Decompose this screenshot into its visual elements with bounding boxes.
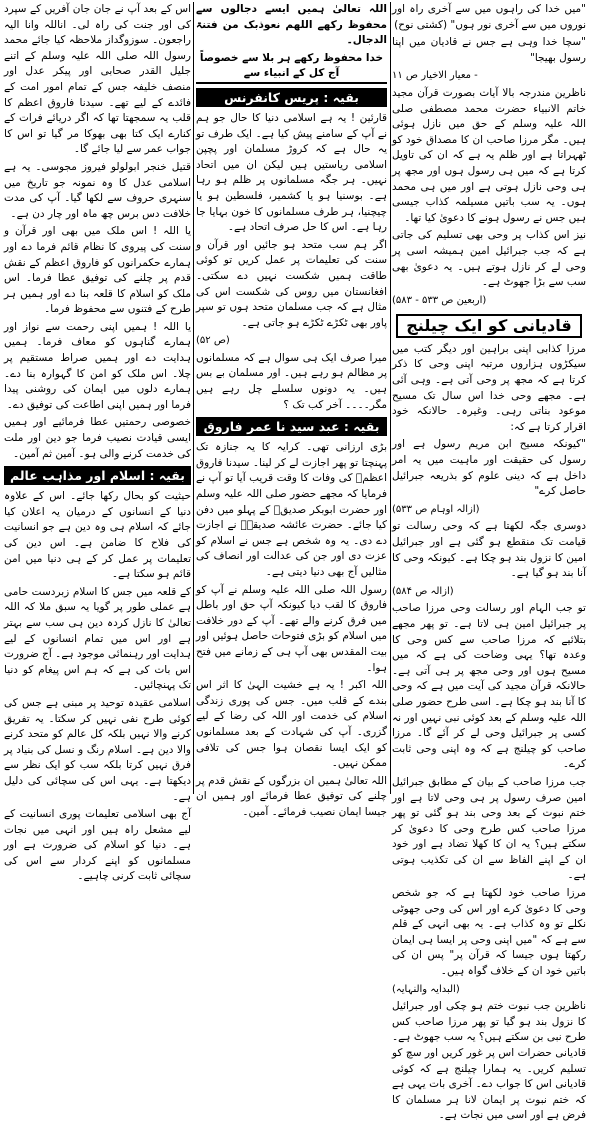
body-paragraph: مرزا کذابی اپنی براہین اور دیگر کتب میں سیکڑوں ہزاروں مرتبہ اپنی وحی کا ذکر کرتا ہے کہ مجھ پر وحی آتی ہے۔ وہی آئی ہے۔ مجھے وحی خدا اس سال تک مسیح موعود بناتی رہی۔ وغیرہ۔ حالانکہ خود اقرار کرتا ہے کہ: xyxy=(392,342,586,433)
section-bar: بقیہ : پریس کانفرنس xyxy=(196,88,387,107)
body-paragraph: رسول اللہ صلی اللہ علیہ وسلم نے آپ کو فاروق کا لقب دیا کیونکہ آپ حق اور باطل میں فرق کرنے والے تھے۔ آپ کے دور خلافت میں اسلام کو بڑی فتوحات حاصل ہوئیں اور بیت المقدس بھی آپ ہی کے زمانے میں فتح ہوا۔ xyxy=(196,583,387,674)
section-heading: قادیانی کو ایک چیلنج xyxy=(396,314,581,338)
reference: (البدایہ والنہایہ) xyxy=(392,983,460,995)
heading-wrapper xyxy=(392,310,586,342)
newspaper-page xyxy=(4,2,586,1122)
left-column xyxy=(4,2,191,883)
body-paragraph: حیثیت کو بحال رکھا جائے۔ اس کے علاوہ دنیا کے انسانوں کے درمیان یہ اعلان کیا جائے کہ اسلام ہی وہ دین ہے جو انسانیت کی فلاح کا ضامن ہے۔ اس دین کی تعلیمات پر عمل کر کے ہی دنیا میں امن قائم ہو سکتا ہے۔ xyxy=(4,490,191,581)
body-paragraph: اللہ تعالیٰ ہمیں ان بزرگوں کے نقش قدم پر چلنے کی توفیق عطا فرمائے اور ہمیں ان جیسا ایمان نصیب فرمائے۔ آمین۔ xyxy=(196,774,387,818)
body-paragraph: تو جب الہام اور رسالت وحی مرزا صاحب پر جبرائیل امین ہی لاتا ہے۔ تو پھر مجھے بتلائیے کہ مرزا صاحب سے کس وحی کا وعدہ تھا؟ یہی وضاحت کی ہے کہ میں مسیح ہوں اور وحی مجھ پر ہی آتی ہے۔ حالانکہ قرآن مجید کی آیت میں ہے کہ وحی کا آنا بند ہو چکا ہے۔ اسی طرح حضور صلی اللہ علیہ وسلم کے بعد کوئی نبی نہیں اور نہ کسی پر جبرائیل وحی لے کر آئے گا۔ مرزا صاحب کو چیلنج ہے کہ وہ اپنی وحی ثابت کرے۔ xyxy=(392,602,586,771)
section-bar: بقیہ : عبد سید نا عمر فاروق xyxy=(196,417,387,436)
body-paragraph: بڑی ارزانی تھی۔ کرایہ کا یہ جنازہ تک پہنچتا تو پھر اجازت لے کر لینا۔ سیدنا فاروق اعظمؓ کی وفات کا وقت قریب آیا تو آپ نے فرمایا کہ مجھے حضور صلی اللہ علیہ وسلم اور حضرت ابوبکر صدیقؓ کے پہلو میں دفن کیا جائے۔ حضرت عائشہ صدیقہؓ نے اجازت دے دی۔ یہ وہ شخص ہے جس نے اسلام کو عزت دی اور جن کی عدالت اور انصاف کی مثالیں آج بھی دنیا دیتی ہے۔ xyxy=(196,441,387,578)
body-paragraph: اللہ اکبر ! یہ ہے خشیت الہیٰ کا اثر اس بندے کے قلب میں۔ جس کی پوری زندگی اسلام کی خدمت اور اللہ کی رضا کے لیے گزری۔ آپ کی شہادت کے بعد مسلمانوں کو ایک ایسا نقصان ہوا جس کی تلافی ممکن نہیں۔ xyxy=(196,679,387,770)
body-paragraph: یا اللہ ! ہمیں اپنی رحمت سے نواز اور ہمارے گناہوں کو معاف فرما۔ ہمیں ہدایت دے اور ہمیں صراط مستقیم پر چلا۔ اس ملک کو امن کا گہوارہ بنا دے۔ ہمارے دلوں میں ایمان کی روشنی پیدا فرما اور ہمیں اپنی اطاعت کی توفیق دے۔ xyxy=(4,320,191,411)
body-paragraph: ناظرین مندرجہ بالا آیات بصورت قرآن مجید خاتم الانبیاء حضرت محمد مصطفی صلی اللہ علیہ وسلم کے حق میں نازل ہوئی ہیں۔ مگر مرزا صاحب ان کا مصداق خود کو ٹھہراتا ہے اور ظلم یہ ہے کہ ان کی تاویل کرتا ہے کہ میں ہی رسول ہوں اور مجھ پر ہی وحی نازل ہوتی ہے اور میں ہی محمد ہوں۔ یہ سب باتیں مسیلمہ کذاب جیسی ہیں جس نے رسول ہونے کا دعویٰ کیا تھا۔ xyxy=(392,86,586,224)
quote-paragraph: "سچا خدا وہی ہے جس نے قادیان میں اپنا رسول بھیجا" xyxy=(392,36,586,64)
body-paragraph: جب مرزا صاحب کے بیان کے مطابق جبرائیل امین صرف رسول پر ہی وحی لاتا ہے اور ختم نبوت کے بعد وحی بند ہو گئی تو پھر مرزا صاحب کس طرح وحی کا دعویٰ کر سکتے ہیں؟ یہ ان کا کھلا تضاد ہے اور خود ان کے اپنے الفاظ سے ان کی تکذیب ہوتی ہے۔ xyxy=(392,775,586,882)
reference: (ص ۵۲) xyxy=(196,335,230,347)
body-paragraph: اسلامی عقیدہ توحید پر مبنی ہے جس کی کوئی طرح نفی نہیں کر سکتا۔ یہ تفریق کرنے والا نہیں بلکہ کل عالم کو متحد کرنے والا دین ہے۔ اسلام رنگ و نسل کی بنیاد پر فرق نہیں کرتا بلکہ سب کو ایک نظر سے دیکھتا ہے۔ یہی اس کی سچائی کی دلیل ہے۔ xyxy=(4,696,191,803)
quote-paragraph: "میں خدا کی راہوں میں سے آخری راہ اور نوروں میں سے آخری نور ہوں" (کشتی نوح) xyxy=(392,3,586,31)
reference: (ازالہ ص ۵۸۴) xyxy=(392,585,454,597)
column-divider xyxy=(390,2,391,794)
body-paragraph: قتیل خنجر ابولولو فیروز مجوسی۔ یہ ہے اسلامی عدل کا وہ نمونہ جو تاریخ میں سنہری حروف سے لکھا گیا۔ آپ کی مدت خلافت دس برس چھ ماہ اور چار دن ہے۔ xyxy=(4,160,191,220)
body-paragraph: آج بھی اسلامی تعلیمات پوری انسانیت کے لیے مشعل راہ ہیں اور انہی میں نجات ہے۔ دنیا کو اسلام کی ضرورت ہے اور مسلمانوں کو اپنے کردار سے اس کی سچائی ثابت کرنی چاہیے۔ xyxy=(4,808,191,883)
right-column xyxy=(392,2,586,1122)
body-paragraph: اگر ہم سب متحد ہو جائیں اور قرآن و سنت کی تعلیمات پر عمل کریں تو کوئی طاقت ہمیں شکست نہیں دے سکتی۔ افغانستان میں روس کی شکست اس کی مثال ہے کہ جب مسلمان متحد ہوں تو سپر پاور بھی ٹکڑے ٹکڑے ہو جاتی ہے۔ xyxy=(196,238,387,329)
column-divider xyxy=(193,2,194,794)
body-paragraph: اللہ تعالیٰ ہمیں ایسے دجالوں سے محفوظ رکھے اللھم نعوذبک من فتنۃ الدجال۔ xyxy=(196,3,387,47)
body-paragraph: اس کے بعد آپ نے جان جان آفریں کے سپرد کی اور جنت کی راہ لی۔ اناللہ وانا الیہ راجعون۔ سوزوگداز ملاحظہ کیا جائے محمد رسول اللہ صلی اللہ علیہ وسلم کے اتنے جلیل القدر صحابی اور پیکر عدل اور منصف خلیفہ جس کے تمام امور امت کے فائدے کے لیے تھے۔ سیدنا فاروق اعظم کا قلب یہ سمجھتا تھا کہ اگر دریائے فرات کے کنارے ایک کتا بھی بھوکا مر گیا تو اس کا جواب عمر سے لیا جائے گا۔ xyxy=(4,3,191,156)
body-paragraph: کے قلعہ میں جس کا اسلام زبردست حامی ہے عملی طور پر گویا یہ سبق ملا کہ اللہ تعالیٰ کا نازل کردہ دین ہی سب سے بہتر ہے اور اس میں تمام انسانوں کے لیے ہدایت اور رہنمائی موجود ہے۔ آج ضرورت اس بات کی ہے کہ ہم اس پیغام کو دنیا تک پہنچائیں۔ xyxy=(4,585,191,692)
section-bar: بقیہ : اسلام اور مذاہب عالم xyxy=(4,466,191,485)
body-paragraph: دوسری جگہ لکھتا ہے کہ وحی رسالت تو قیامت تک منقطع ہو گئی ہے اور جبرائیل امین کا نزول بند ہو چکا ہے۔ کیونکہ وحی کا آنا بند ہو گیا ہے۔ xyxy=(392,520,586,580)
body-paragraph: خصوصی رحمتیں عطا فرمائیے اور ہمیں ایسی قیادت نصیب فرما جو دین اور ملت کی خدمت کرنے والی ہو۔ آمین ثم آمین۔ xyxy=(4,416,191,460)
body-paragraph: قارئین ! یہ ہے اسلامی دنیا کا حال جو ہم نے آپ کے سامنے پیش کیا ہے۔ ایک طرف تو یہ حال ہے کہ کروڑ مسلمان اور پچپن اسلامی ریاستیں ہیں لیکن ان میں اتحاد نہیں۔ ہر جگہ مسلمانوں پر ظلم ہو رہا ہے۔ بوسنیا ہو یا کشمیر، فلسطین ہو یا چیچنیا، ہر طرف مسلمانوں کا خون بہایا جا رہا ہے۔ اس کا حل صرف اتحاد ہے۔ xyxy=(196,111,387,234)
quote-paragraph: "کیونکہ مسیح ابن مریم رسول ہے اور رسول کی حقیقت اور ماہیت میں یہ امر داخل ہے کہ دینی علوم کو بذریعہ جبرائیل حاصل کرے" xyxy=(392,438,586,498)
body-paragraph: ناظرین جب نبوت ختم ہو چکی اور جبرائیل کا نزول بند ہو گیا تو پھر مرزا صاحب کس طرح نبی بن سکتے ہیں؟ یہ سب جھوٹ ہے۔ قادیانی حضرات اس پر غور کریں اور سچ کو تسلیم کریں۔ یہ ہمارا چیلنج ہے کہ کوئی قادیانی اس کا جواب دے۔ آخری بات یہی ہے کہ ختم نبوت پر ایمان لانا ہر مسلمان کا فرض ہے اور اسی میں نجات ہے۔ xyxy=(392,1000,586,1122)
reference: - معیار الاخیار ص ۱۱ xyxy=(392,70,478,82)
body-paragraph: یا اللہ ! اس ملک میں بھی اور قرآن و سنت کی پیروی کا نظام قائم فرما دے اور ہمارے حکمرانوں کو فاروق اعظم کے نقش قدم پر چلنے کی توفیق عطا فرما۔ اس ملک کو اسلام کا قلعہ بنا دے اور ہمیں ہر طرح کے فتنوں سے محفوظ فرما۔ xyxy=(4,225,191,316)
body-paragraph: میرا صرف ایک ہی سوال ہے کہ مسلمانوں پر مظالم ہو رہے ہیں۔ اور مسلمان بے بس ہیں۔ یہ دونوں سلسلے چل رہے ہیں مگر۔۔۔۔ آخر کب تک ؟ xyxy=(196,351,387,411)
body-paragraph: مرزا صاحب خود لکھتا ہے کہ جو شخص وحی کا دعویٰ کرے اور اس کی وحی جھوٹی نکلے تو وہ کذاب ہے۔ یہ بھی انہی کے قلم سے ہے کہ "میں اپنی وحی پر ایسا ہی ایمان رکھتا ہوں جیسا کہ قرآن پر" پس ان کی باتیں خود ان کے خلاف گواہ ہیں۔ xyxy=(392,887,586,978)
verse-line: خدا محفوظ رکھے ہر بلا سے خصوصاً آج کل کے انبیاء سے xyxy=(196,51,387,84)
middle-column xyxy=(196,2,387,818)
reference: (اربعین ص ۵۳۳ - ۵۸۳) xyxy=(392,294,487,306)
body-paragraph: نیز اس کذاب پر وحی بھی تسلیم کی جاتی ہے کہ جب جبرائیل امین ہمیشہ اسی پر وحی لے کر نازل ہوتے ہیں۔ یہ دعویٰ بھی سب سے بڑا جھوٹ ہے۔ xyxy=(392,229,586,289)
reference: (ازالہ اوہام ص ۵۳۳) xyxy=(392,503,480,515)
